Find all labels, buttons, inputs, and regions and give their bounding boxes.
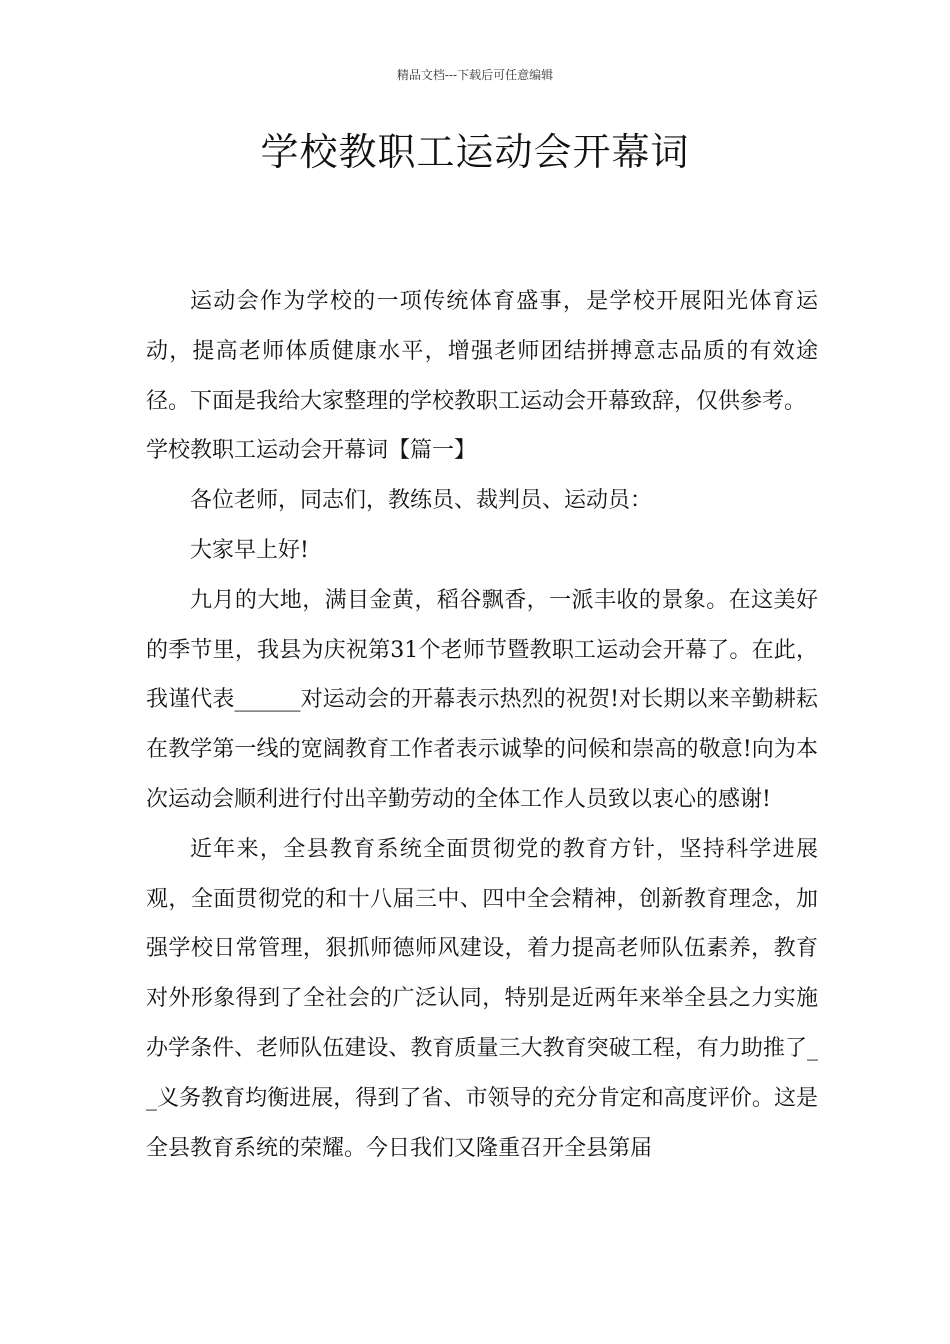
document-body bbox=[146, 277, 818, 1173]
document-title: 学校教职工运动会开幕词 bbox=[260, 130, 690, 174]
paragraph-achievements: 近年来，全县教育系统全面贯彻党的教育方针，坚持科学进展观，全面贯彻党的和十八届三中、四中全会精神，创新教育理念，加强学校日常管理，狠抓师德师风建设，着力提高老师队伍素养，教育对外形象得到了全社会的广泛认同，特别是近两年来举全县之力实施办学条件、老师队伍建设、教育质量三大教育突破工程，有力助推了__义务教育均衡进展，得到了省、市领导的充分肯定和高度评价。这是全县教育系统的荣耀。今日我们又隆重召开全县第届 bbox=[146, 836, 818, 1161]
paragraph-salutation: 各位老师，同志们，教练员、裁判员、运动员： bbox=[190, 488, 653, 514]
paragraph-intro: 运动会作为学校的一项传统体育盛事，是学校开展阳光体育运动，提高老师体质健康水平，增强老师团结拼搏意志品质的有效途径。下面是我给大家整理的学校教职工运动会开幕致辞，仅供参考。 bbox=[146, 289, 818, 414]
paragraph-greeting: 大家早上好! bbox=[190, 537, 309, 563]
header-note: 精品文档---下载后可任意编辑 bbox=[396, 68, 554, 82]
section-heading: 学校教职工运动会开幕词【篇一】 bbox=[146, 438, 477, 464]
paragraph-opening: 九月的大地，满目金黄，稻谷飘香，一派丰收的景象。在这美好的季节里，我县为庆祝第31个老师节暨教职工运动会开幕了。在此，我谨代表______对运动会的开幕表示热烈的祝贺!对长期以来辛勤耕耘在教学第一线的宽阔教育工作者表示诚挚的问候和崇高的敬意!向为本次运动会顺利进行付出辛勤劳动的全体工作人员致以衷心的感谢! bbox=[146, 587, 818, 812]
